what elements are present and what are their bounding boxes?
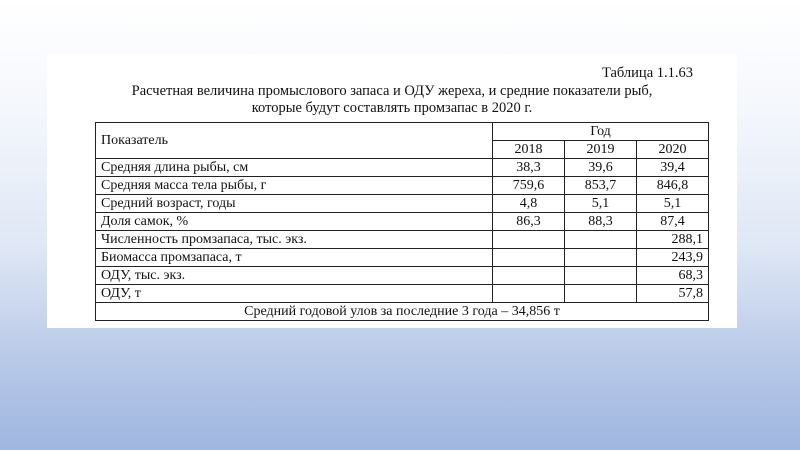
table-title-line-1: Расчетная величина промыслового запаса и ОДУ жереха, и средние показатели рыб, — [131, 83, 653, 99]
row-label: Численность промзапаса, тыс. экз. — [96, 231, 493, 249]
header-year: 2020 — [636, 141, 708, 159]
header-row — [96, 123, 709, 141]
table-row — [96, 267, 709, 285]
table-row — [96, 213, 709, 231]
cell-value: 846,8 — [636, 177, 708, 195]
table-caption: Таблица 1.1.63 — [601, 65, 693, 81]
table-row — [96, 195, 709, 213]
row-label: Средняя масса тела рыбы, г — [96, 177, 493, 195]
table-row — [96, 231, 709, 249]
cell-value — [493, 285, 565, 303]
table-title — [47, 83, 737, 117]
cell-value: 39,4 — [636, 159, 708, 177]
cell-value — [564, 249, 636, 267]
table-row — [96, 177, 709, 195]
cell-value — [493, 249, 565, 267]
row-label: Доля самок, % — [96, 213, 493, 231]
cell-value — [493, 267, 565, 285]
cell-value: 57,8 — [636, 285, 708, 303]
row-label: Биомасса промзапаса, т — [96, 249, 493, 267]
header-year: 2018 — [493, 141, 565, 159]
cell-value: 38,3 — [493, 159, 565, 177]
row-label: ОДУ, т — [96, 285, 493, 303]
cell-value: 4,8 — [493, 195, 565, 213]
cell-value: 39,6 — [564, 159, 636, 177]
cell-value: 5,1 — [636, 195, 708, 213]
cell-value: 288,1 — [636, 231, 708, 249]
cell-value: 759,6 — [493, 177, 565, 195]
cell-value: 88,3 — [564, 213, 636, 231]
header-year-group: Год — [493, 123, 709, 141]
cell-value: 853,7 — [564, 177, 636, 195]
table-row — [96, 159, 709, 177]
cell-value — [564, 267, 636, 285]
cell-value: 68,3 — [636, 267, 708, 285]
cell-value: 5,1 — [564, 195, 636, 213]
data-table — [95, 122, 709, 321]
table-row — [96, 249, 709, 267]
cell-value: 86,3 — [493, 213, 565, 231]
row-label: Средняя длина рыбы, см — [96, 159, 493, 177]
table-row — [96, 285, 709, 303]
cell-value: 243,9 — [636, 249, 708, 267]
cell-value — [493, 231, 565, 249]
header-year: 2019 — [564, 141, 636, 159]
cell-value — [564, 231, 636, 249]
table-title-line-2: которые будут составлять промзапас в 2020 г. — [251, 100, 533, 116]
cell-value: 87,4 — [636, 213, 708, 231]
row-label: Средний возраст, годы — [96, 195, 493, 213]
header-indicator: Показатель — [96, 123, 493, 159]
footer-row — [96, 303, 709, 321]
table-footer-note: Средний годовой улов за последние 3 года – 34,856 т — [96, 303, 709, 321]
row-label: ОДУ, тыс. экз. — [96, 267, 493, 285]
cell-value — [564, 285, 636, 303]
document-slide — [47, 54, 737, 328]
